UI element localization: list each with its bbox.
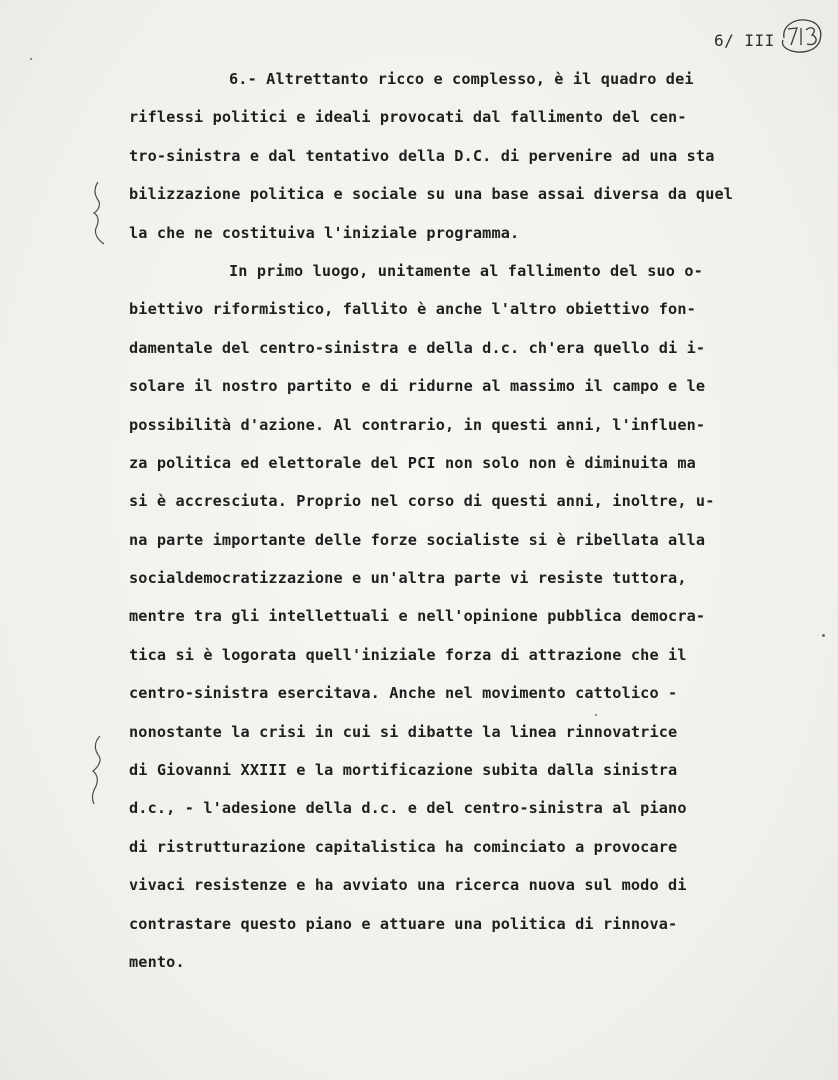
text-line: 6.- Altrettanto ricco e complesso, è il quadro dei	[229, 70, 694, 88]
text-line: d.c., - l'adesione della d.c. e del centro-sinistra al piano	[129, 799, 687, 818]
text-line: di ristrutturazione capitalistica ha cominciato a provocare	[129, 837, 678, 856]
text-line: biettivo riformistico, fallito è anche l'altro obiettivo fon-	[129, 300, 696, 319]
text-line: contrastare questo piano e attuare una politica di rinnova-	[129, 914, 678, 933]
text-line: damentale del centro-sinistra e della d.c. ch'era quello di i-	[129, 338, 706, 357]
text-line: si è accresciuta. Proprio nel corso di questi anni, inoltre, u-	[129, 492, 715, 511]
page-number: 6/ III	[714, 31, 775, 50]
text-line: socialdemocratizzazione e un'altra parte vi resiste tuttora,	[129, 569, 687, 588]
text-line: mento.	[129, 952, 185, 971]
typed-text-body	[129, 60, 769, 981]
margin-bracket-mark	[84, 734, 112, 806]
text-line: nonostante la crisi in cui si dibatte la linea rinnovatrice	[129, 722, 678, 741]
text-line: vivaci resistenze e ha avviato una ricerca nuova sul modo di	[129, 876, 687, 895]
text-line: In primo luogo, unitamente al fallimento del suo o-	[229, 261, 703, 280]
text-line: na parte importante delle forze socialiste si è ribellata alla	[129, 530, 706, 549]
text-line: possibilità d'azione. Al contrario, in questi anni, l'influen-	[129, 415, 706, 434]
text-line: za politica ed elettorale del PCI non solo non è diminuita ma	[129, 453, 696, 472]
margin-bracket-mark	[86, 180, 116, 246]
paper-speck	[30, 58, 32, 60]
paper-speck	[822, 634, 825, 637]
archive-stamp	[778, 16, 824, 56]
text-line: tica si è logorata quell'iniziale forza di attrazione che il	[129, 645, 687, 664]
text-line: riflessi politici e ideali provocati dal fallimento del cen-	[129, 108, 687, 127]
text-line: centro-sinistra esercitava. Anche nel movimento cattolico -	[129, 684, 678, 703]
text-line: di Giovanni XXIII e la mortificazione subita dalla sinistra	[129, 761, 678, 780]
text-line: bilizzazione politica e sociale su una base assai diversa da quel	[129, 185, 734, 204]
text-line: solare il nostro partito e di ridurne al massimo il campo e le	[129, 377, 706, 396]
text-line: la che ne costituiva l'iniziale programma.	[129, 223, 520, 242]
text-line: tro-sinistra e dal tentativo della D.C. di pervenire ad una sta	[129, 146, 715, 165]
text-line: mentre tra gli intellettuali e nell'opinione pubblica democra-	[129, 607, 706, 626]
